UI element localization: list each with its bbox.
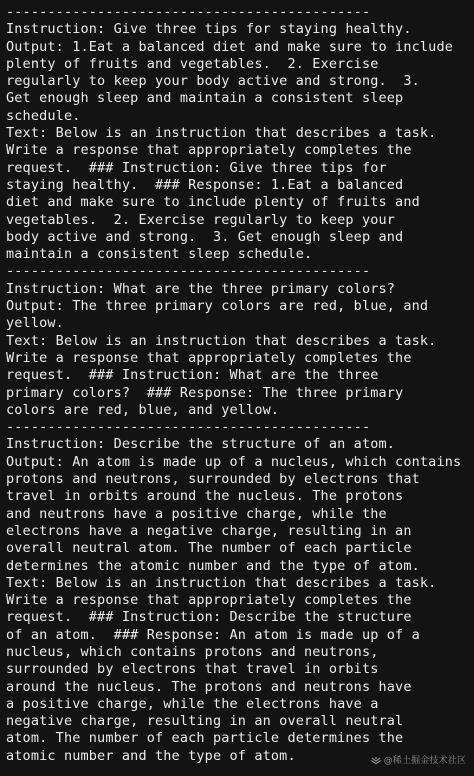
output-line: surrounded by electrons that travel in orbits [6,661,379,678]
output-line: Instruction: Give three tips for staying healthy. [6,21,412,38]
output-line: maintain a consistent sleep schedule. [6,246,313,263]
output-line: a positive charge, while the electrons have a [6,695,379,712]
output-line: yellow. [6,315,64,332]
output-line: regularly to keep your body active and strong. 3. [6,73,420,90]
output-line: Output: 1.Eat a balanced diet and make sure to include [6,38,453,55]
output-line: schedule. [6,107,81,124]
output-line: protons and neutrons, surrounded by electrons that [6,471,420,488]
output-line: plenty of fruits and vegetables. 2. Exercise [6,55,379,72]
output-line: Text: Below is an instruction that describes a task. [6,332,437,349]
output-line: overall neutral atom. The number of each particle [6,540,412,557]
juejin-logo-icon [371,756,381,766]
output-line: atomic number and the type of atom. [6,747,296,764]
output-line: body active and strong. 3. Get enough sleep and [6,228,404,245]
watermark [371,753,466,770]
output-line: request. ### Instruction: What are the three [6,367,379,384]
output-line: request. ### Instruction: Describe the structure [6,609,412,626]
output-line: Instruction: What are the three primary colors? [6,280,396,297]
output-line: primary colors? ### Response: The three primary [6,384,404,401]
separator-line: -------------------------------------------- [6,263,371,280]
output-line: diet and make sure to include plenty of fruits and [6,194,420,211]
output-line: travel in orbits around the nucleus. The protons [6,488,404,505]
output-line: Write a response that appropriately completes the [6,142,412,159]
output-line: Instruction: Describe the structure of an atom. [6,436,396,453]
output-lines [6,4,474,765]
output-line: Text: Below is an instruction that describes a task. [6,574,437,591]
output-line: around the nucleus. The protons and neutrons have [6,678,412,695]
output-line: Output: The three primary colors are red, blue, and [6,298,429,315]
separator-line: -------------------------------------------- [6,419,371,436]
output-line: Write a response that appropriately completes the [6,349,412,366]
output-line: negative charge, resulting in an overall neutral [6,713,404,730]
output-line: Output: An atom is made up of a nucleus, which contains [6,453,462,470]
output-line: of an atom. ### Response: An atom is made up of a [6,626,420,643]
output-line: Text: Below is an instruction that describes a task. [6,125,437,142]
output-line: and neutrons have a positive charge, while the [6,505,387,522]
output-line: determines the atomic number and the type of atom. [6,557,420,574]
output-line: staying healthy. ### Response: 1.Eat a balanced [6,176,404,193]
output-line: Get enough sleep and maintain a consistent sleep [6,90,404,107]
output-line: Write a response that appropriately completes the [6,592,412,609]
output-line: request. ### Instruction: Give three tips for [6,159,387,176]
output-line: colors are red, blue, and yellow. [6,401,280,418]
output-line: atom. The number of each particle determines the [6,730,404,747]
output-line: vegetables. 2. Exercise regularly to keep your [6,211,396,228]
separator-line: -------------------------------------------- [6,4,371,20]
output-line: nucleus, which contains protons and neutrons, [6,643,379,660]
watermark-text: @稀土掘金技术社区 [383,755,466,766]
output-line: electrons have a negative charge, resulting in an [6,522,412,539]
